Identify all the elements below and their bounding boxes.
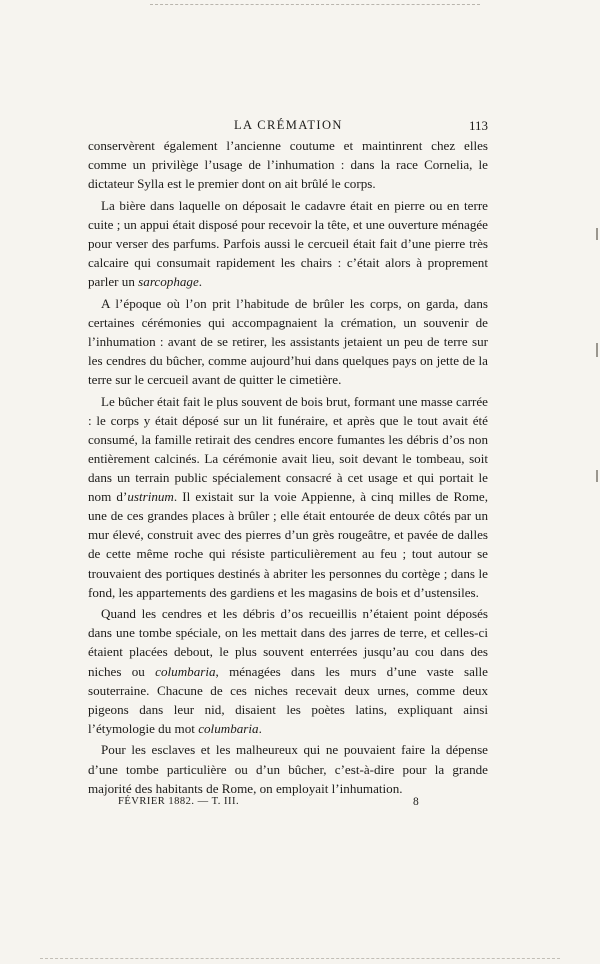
text-run: . Il existait sur la voie Appienne, à cinq milles de Rome, une de ces grandes places à brûler ; elle était entourée de deux côtés par un mur élevé, construit avec des pierres d’un grès rougeâtre, et pavée de dalles de cette même roche qui résiste particulièrement au feu ; tout autour se trouvaient des portiques destinés à abriter les personnes du cortège ; dans le fond, les appartements des gardiens et les magasins de bois et d’ustensiles. — [88, 489, 488, 600]
text-run: La bière dans laquelle on déposait le cadavre était en pierre ou en terre cuite ; un appui était disposé pour recevoir la tête, et une ouverture ménagée pour verser des parfums. Parfois aussi le cercueil était fait d’une pierre très calcaire qui consumait rapidement les chairs : c’était alors à proprement parler un — [88, 197, 488, 290]
italic-term: ustrinum — [127, 489, 174, 505]
footer-issue: FÉVRIER 1882. — T. III. — [118, 796, 240, 807]
page-footer — [88, 796, 488, 812]
italic-term: columbaria — [155, 663, 216, 679]
text-run: A l’époque où l’on prit l’habitude de brûler les corps, on garda, dans certaines cérémonies qui accompagnaient la crémation, un souvenir de l’inhumation : avant de se retirer, les assistants jetaient un peu de terre sur les cendres du bûcher, comme aujourd’hui dans quelques pays on jette de la terre sur le cercueil avant de quitter le cimetière. — [88, 295, 488, 388]
text-run: Le bûcher était fait le plus souvent de bois brut, formant une masse carrée : le corps y était déposé sur un lit funéraire, et après que le tout avait été consumé, la famille retirait des cendres encore fumantes les débris d’os non entièrement calcinés. La cérémonie avait lieu, soit devant le tombeau, soit dans un terrain public spécialement consacré à cet usage et qui portait le nom d’ — [88, 393, 488, 505]
running-header — [88, 118, 488, 136]
paragraph — [88, 604, 488, 738]
paragraph — [88, 294, 488, 389]
paragraph — [88, 740, 488, 797]
body-text — [88, 136, 488, 798]
text-run: . — [198, 274, 203, 290]
page-number: 113 — [468, 118, 488, 133]
paragraph — [88, 196, 488, 291]
text-run: Pour les esclaves et les malheureux qui ne pouvaient faire la dépense d’une tombe particulière ou d’un bûcher, c’est-à-dire pour la grande majorité des habitants de Rome, on employait l’inhumation. — [88, 742, 488, 796]
signature-mark: 8 — [413, 796, 419, 808]
text-run: , ménagées dans les murs d’une vaste salle souterraine. Chacune de ces niches recevait deux urnes, comme deux pigeons dans leur nid, disaient les poètes latins, expliquant ainsi l’étymologie du mot — [88, 663, 488, 736]
italic-term: sarcophage — [138, 274, 199, 290]
paragraph — [88, 392, 488, 602]
text-run: conservèrent également l’ancienne coutume et maintinrent chez elles comme un privilège l’usage de l’inhumation : dans la race Cornelia, le dictateur Sylla est le premier dont on ait brûlé le corps. — [88, 138, 488, 192]
margin-mark — [596, 228, 598, 240]
paragraph — [88, 136, 488, 193]
text-run: Quand les cendres et les débris d’os recueillis n’étaient point déposés dans une tombe spéciale, on les mettait dans des jarres de terre, et celles-ci étaient placées debout, le plus souvent enterrées jusqu’au cou dans des niches ou — [88, 606, 488, 679]
margin-mark — [596, 343, 598, 357]
running-title: LA CRÉMATION — [234, 118, 343, 132]
scan-edge-top — [150, 4, 480, 5]
text-run: . — [258, 720, 262, 736]
italic-term: columbaria — [198, 720, 259, 736]
scan-edge-bottom — [40, 958, 560, 959]
margin-mark — [596, 470, 598, 482]
